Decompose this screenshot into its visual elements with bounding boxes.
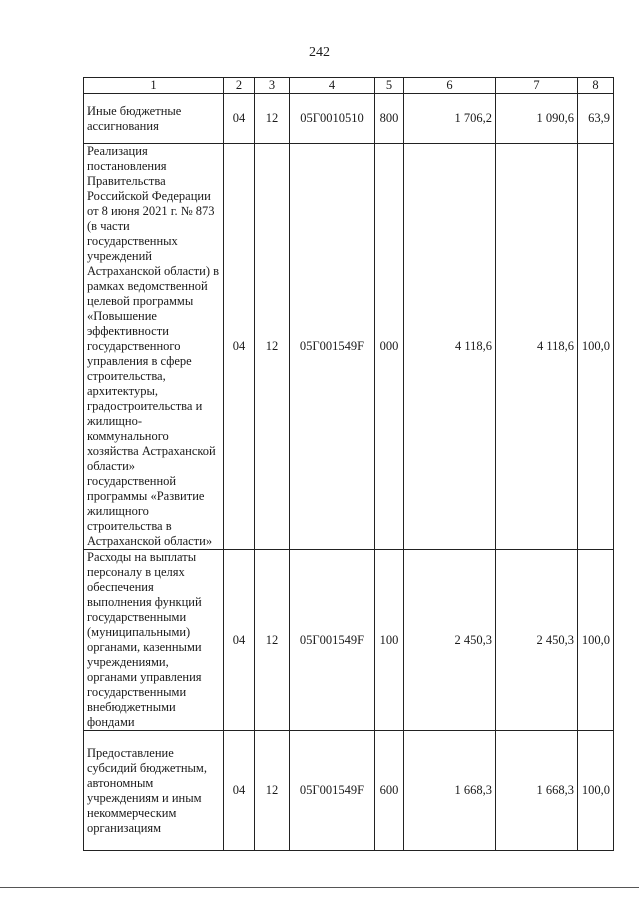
- row-executed: 2 450,3: [496, 550, 578, 731]
- table-row: [84, 731, 614, 851]
- row-section: 04: [224, 731, 255, 851]
- header-col-3: 3: [255, 78, 290, 94]
- row-percent: 100,0: [578, 731, 614, 851]
- row-subsection: 12: [255, 731, 290, 851]
- row-target-code: 05Г001549F: [290, 144, 375, 550]
- header-col-4: 4: [290, 78, 375, 94]
- header-col-7: 7: [496, 78, 578, 94]
- budget-table: [83, 77, 614, 851]
- row-section: 04: [224, 550, 255, 731]
- table-row: [84, 94, 614, 144]
- row-expense-type: 000: [375, 144, 404, 550]
- row-description: Расходы на выплаты персоналу в целях обеспечения выполнения функций государственными (муниципальными) органами, казенными учреждениями, органами управления государственными внебюджетными фондами: [84, 550, 224, 731]
- header-col-6: 6: [404, 78, 496, 94]
- row-subsection: 12: [255, 550, 290, 731]
- header-col-5: 5: [375, 78, 404, 94]
- row-section: 04: [224, 94, 255, 144]
- row-percent: 100,0: [578, 144, 614, 550]
- row-percent: 100,0: [578, 550, 614, 731]
- row-planned: 4 118,6: [404, 144, 496, 550]
- row-executed: 4 118,6: [496, 144, 578, 550]
- row-description: Предоставление субсидий бюджетным, автономным учреждениям и иным некоммерческим организациям: [84, 731, 224, 851]
- row-expense-type: 600: [375, 731, 404, 851]
- header-col-1: 1: [84, 78, 224, 94]
- row-section: 04: [224, 144, 255, 550]
- row-subsection: 12: [255, 144, 290, 550]
- row-planned: 1 668,3: [404, 731, 496, 851]
- header-col-2: 2: [224, 78, 255, 94]
- row-expense-type: 800: [375, 94, 404, 144]
- bottom-rule: [0, 887, 639, 888]
- header-col-8: 8: [578, 78, 614, 94]
- header-row: [84, 78, 614, 94]
- row-executed: 1 090,6: [496, 94, 578, 144]
- row-planned: 1 706,2: [404, 94, 496, 144]
- row-planned: 2 450,3: [404, 550, 496, 731]
- row-target-code: 05Г001549F: [290, 550, 375, 731]
- row-description: Иные бюджетные ассигнования: [84, 94, 224, 144]
- row-description: Реализация постановления Правительства Российской Федерации от 8 июня 2021 г. № 873 (в части государственных учреждений Астраханской области) в рамках ведомственной целевой программы «Повышение эффективности государственного управления в сфере строительства, архитектуры, градостроительства и жилищно-коммунального хозяйства Астраханской области» государственной программы «Развитие жилищного строительства в Астраханской области»: [84, 144, 224, 550]
- table-row: [84, 550, 614, 731]
- row-subsection: 12: [255, 94, 290, 144]
- row-expense-type: 100: [375, 550, 404, 731]
- row-executed: 1 668,3: [496, 731, 578, 851]
- row-target-code: 05Г001549F: [290, 731, 375, 851]
- row-percent: 63,9: [578, 94, 614, 144]
- page-number: 242: [309, 45, 330, 60]
- row-target-code: 05Г0010510: [290, 94, 375, 144]
- table-row: [84, 144, 614, 550]
